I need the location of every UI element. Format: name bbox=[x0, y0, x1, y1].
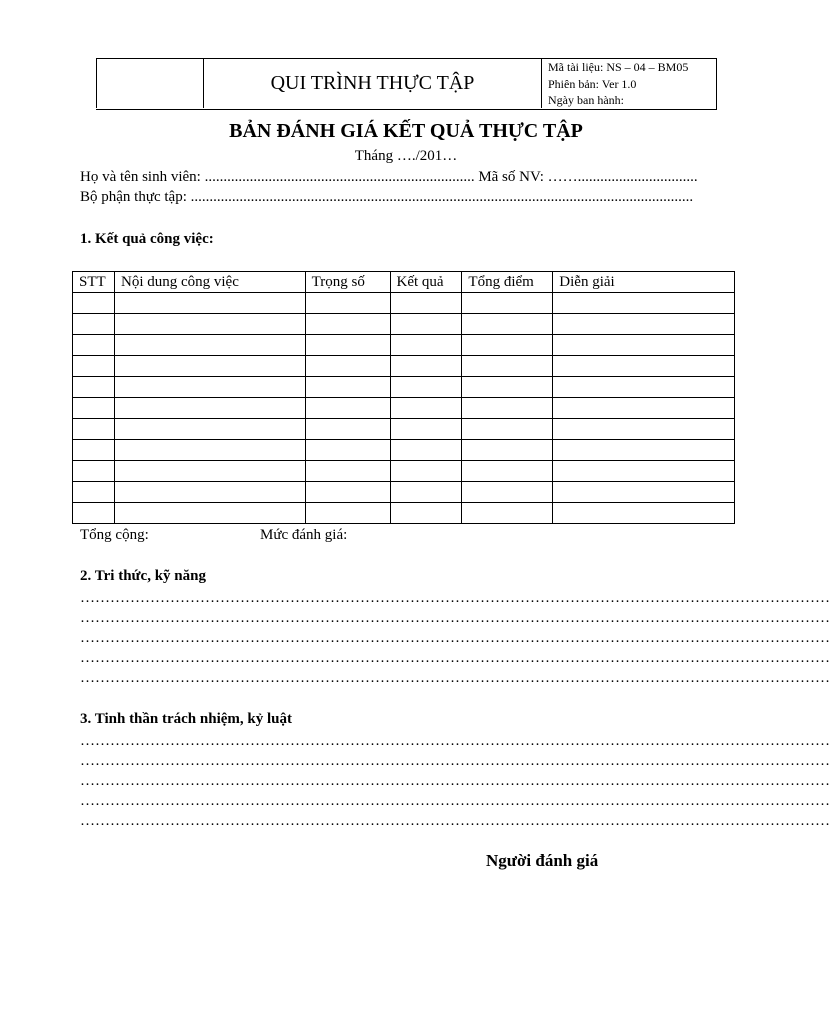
table-cell[interactable] bbox=[390, 335, 462, 356]
table-cell[interactable] bbox=[553, 377, 735, 398]
table-row bbox=[73, 377, 735, 398]
table-cell[interactable] bbox=[462, 482, 553, 503]
table-cell[interactable] bbox=[73, 482, 115, 503]
doc-version: Phiên bản: Ver 1.0 bbox=[548, 77, 637, 91]
table-cell[interactable] bbox=[305, 482, 390, 503]
table-cell[interactable] bbox=[73, 419, 115, 440]
table-cell[interactable] bbox=[553, 461, 735, 482]
table-cell[interactable] bbox=[114, 293, 305, 314]
table-cell[interactable] bbox=[114, 461, 305, 482]
table-cell[interactable] bbox=[553, 398, 735, 419]
results-table bbox=[72, 271, 735, 524]
section2-dotted-line: …………………………………………………………………………………………………………………………………… bbox=[80, 610, 830, 626]
table-cell[interactable] bbox=[305, 356, 390, 377]
table-cell[interactable] bbox=[114, 419, 305, 440]
table-cell[interactable] bbox=[390, 482, 462, 503]
table-cell[interactable] bbox=[553, 293, 735, 314]
table-cell[interactable] bbox=[462, 314, 553, 335]
results-table-body bbox=[73, 293, 735, 524]
table-cell[interactable] bbox=[390, 419, 462, 440]
table-cell[interactable] bbox=[73, 503, 115, 524]
header-left-border bbox=[96, 58, 97, 108]
issue-date: Ngày ban hành: bbox=[548, 93, 624, 107]
table-cell[interactable] bbox=[462, 503, 553, 524]
table-row bbox=[73, 461, 735, 482]
table-cell[interactable] bbox=[114, 335, 305, 356]
table-cell[interactable] bbox=[305, 314, 390, 335]
table-cell[interactable] bbox=[114, 503, 305, 524]
section2-dotted-line: …………………………………………………………………………………………………………………………………… bbox=[80, 630, 830, 646]
table-cell[interactable] bbox=[390, 398, 462, 419]
section2-dotted-line: …………………………………………………………………………………………………………………………………… bbox=[80, 590, 830, 606]
col-stt: STT bbox=[73, 272, 115, 293]
section3-dotted-line: …………………………………………………………………………………………………………………………………… bbox=[80, 773, 830, 789]
student-name-line: Họ và tên sinh viên: ........................................................................ Mã số NV: ……................................ bbox=[80, 169, 698, 185]
table-row bbox=[73, 419, 735, 440]
table-cell[interactable] bbox=[462, 398, 553, 419]
table-cell[interactable] bbox=[462, 377, 553, 398]
table-row bbox=[73, 335, 735, 356]
total-label: Tổng cộng: bbox=[80, 527, 149, 543]
table-cell[interactable] bbox=[390, 377, 462, 398]
col-result: Kết quả bbox=[390, 272, 462, 293]
table-cell[interactable] bbox=[73, 398, 115, 419]
table-cell[interactable] bbox=[390, 461, 462, 482]
table-cell[interactable] bbox=[73, 356, 115, 377]
table-row bbox=[73, 356, 735, 377]
table-cell[interactable] bbox=[73, 440, 115, 461]
department-line: Bộ phận thực tập: ...................................................................................................................................... bbox=[80, 189, 694, 205]
table-row bbox=[73, 314, 735, 335]
section3-dotted-line: …………………………………………………………………………………………………………………………………… bbox=[80, 753, 830, 769]
section2-dotted-line: …………………………………………………………………………………………………………………………………… bbox=[80, 670, 830, 686]
section3-dotted-line: …………………………………………………………………………………………………………………………………… bbox=[80, 813, 830, 829]
table-cell[interactable] bbox=[553, 440, 735, 461]
table-cell[interactable] bbox=[114, 482, 305, 503]
table-cell[interactable] bbox=[462, 356, 553, 377]
table-cell[interactable] bbox=[305, 293, 390, 314]
section1-heading: 1. Kết quả công việc: bbox=[80, 231, 214, 247]
section3-dotted-line: …………………………………………………………………………………………………………………………………… bbox=[80, 733, 830, 749]
table-cell[interactable] bbox=[462, 440, 553, 461]
table-cell[interactable] bbox=[73, 335, 115, 356]
table-cell[interactable] bbox=[390, 356, 462, 377]
table-cell[interactable] bbox=[553, 419, 735, 440]
table-cell[interactable] bbox=[114, 440, 305, 461]
rating-label: Mức đánh giá: bbox=[260, 527, 348, 543]
table-cell[interactable] bbox=[73, 461, 115, 482]
col-total-score: Tổng điểm bbox=[462, 272, 553, 293]
table-cell[interactable] bbox=[305, 398, 390, 419]
col-weight: Trọng số bbox=[305, 272, 390, 293]
table-cell[interactable] bbox=[114, 398, 305, 419]
table-cell[interactable] bbox=[305, 503, 390, 524]
table-cell[interactable] bbox=[305, 419, 390, 440]
table-cell[interactable] bbox=[73, 314, 115, 335]
section3-dotted-line: …………………………………………………………………………………………………………………………………… bbox=[80, 793, 830, 809]
table-cell[interactable] bbox=[305, 377, 390, 398]
table-cell[interactable] bbox=[390, 503, 462, 524]
table-cell[interactable] bbox=[73, 377, 115, 398]
table-row bbox=[73, 503, 735, 524]
table-row bbox=[73, 440, 735, 461]
header-divider-right bbox=[541, 58, 542, 108]
table-cell[interactable] bbox=[305, 440, 390, 461]
section2-heading: 2. Tri thức, kỹ năng bbox=[80, 568, 206, 584]
evaluator-signature-label: Người đánh giá bbox=[486, 851, 599, 870]
table-cell[interactable] bbox=[390, 314, 462, 335]
page-title: BẢN ĐÁNH GIÁ KẾT QUẢ THỰC TẬP bbox=[229, 120, 583, 142]
table-cell[interactable] bbox=[73, 293, 115, 314]
table-cell[interactable] bbox=[462, 461, 553, 482]
table-cell[interactable] bbox=[114, 377, 305, 398]
table-cell[interactable] bbox=[305, 335, 390, 356]
doc-code: Mã tài liệu: NS – 04 – BM05 bbox=[548, 60, 689, 74]
section2-dotted-line: …………………………………………………………………………………………………………………………………… bbox=[80, 650, 830, 666]
table-row bbox=[73, 293, 735, 314]
table-cell[interactable] bbox=[114, 314, 305, 335]
table-cell[interactable] bbox=[553, 503, 735, 524]
table-cell[interactable] bbox=[114, 356, 305, 377]
table-row bbox=[73, 398, 735, 419]
table-cell[interactable] bbox=[553, 335, 735, 356]
table-cell[interactable] bbox=[390, 293, 462, 314]
col-explanation: Diễn giải bbox=[553, 272, 735, 293]
table-cell[interactable] bbox=[305, 461, 390, 482]
table-cell[interactable] bbox=[553, 314, 735, 335]
section3-heading: 3. Tinh thần trách nhiệm, kỷ luật bbox=[80, 711, 292, 727]
table-cell[interactable] bbox=[462, 419, 553, 440]
col-task-content: Nội dung công việc bbox=[114, 272, 305, 293]
table-cell[interactable] bbox=[462, 335, 553, 356]
table-header-row bbox=[73, 272, 735, 293]
month-line: Tháng …./201… bbox=[354, 148, 458, 164]
table-cell[interactable] bbox=[462, 293, 553, 314]
table-cell[interactable] bbox=[553, 482, 735, 503]
table-cell[interactable] bbox=[390, 440, 462, 461]
process-title: QUI TRÌNH THỰC TẬP bbox=[270, 71, 475, 94]
table-cell[interactable] bbox=[553, 356, 735, 377]
table-row bbox=[73, 482, 735, 503]
